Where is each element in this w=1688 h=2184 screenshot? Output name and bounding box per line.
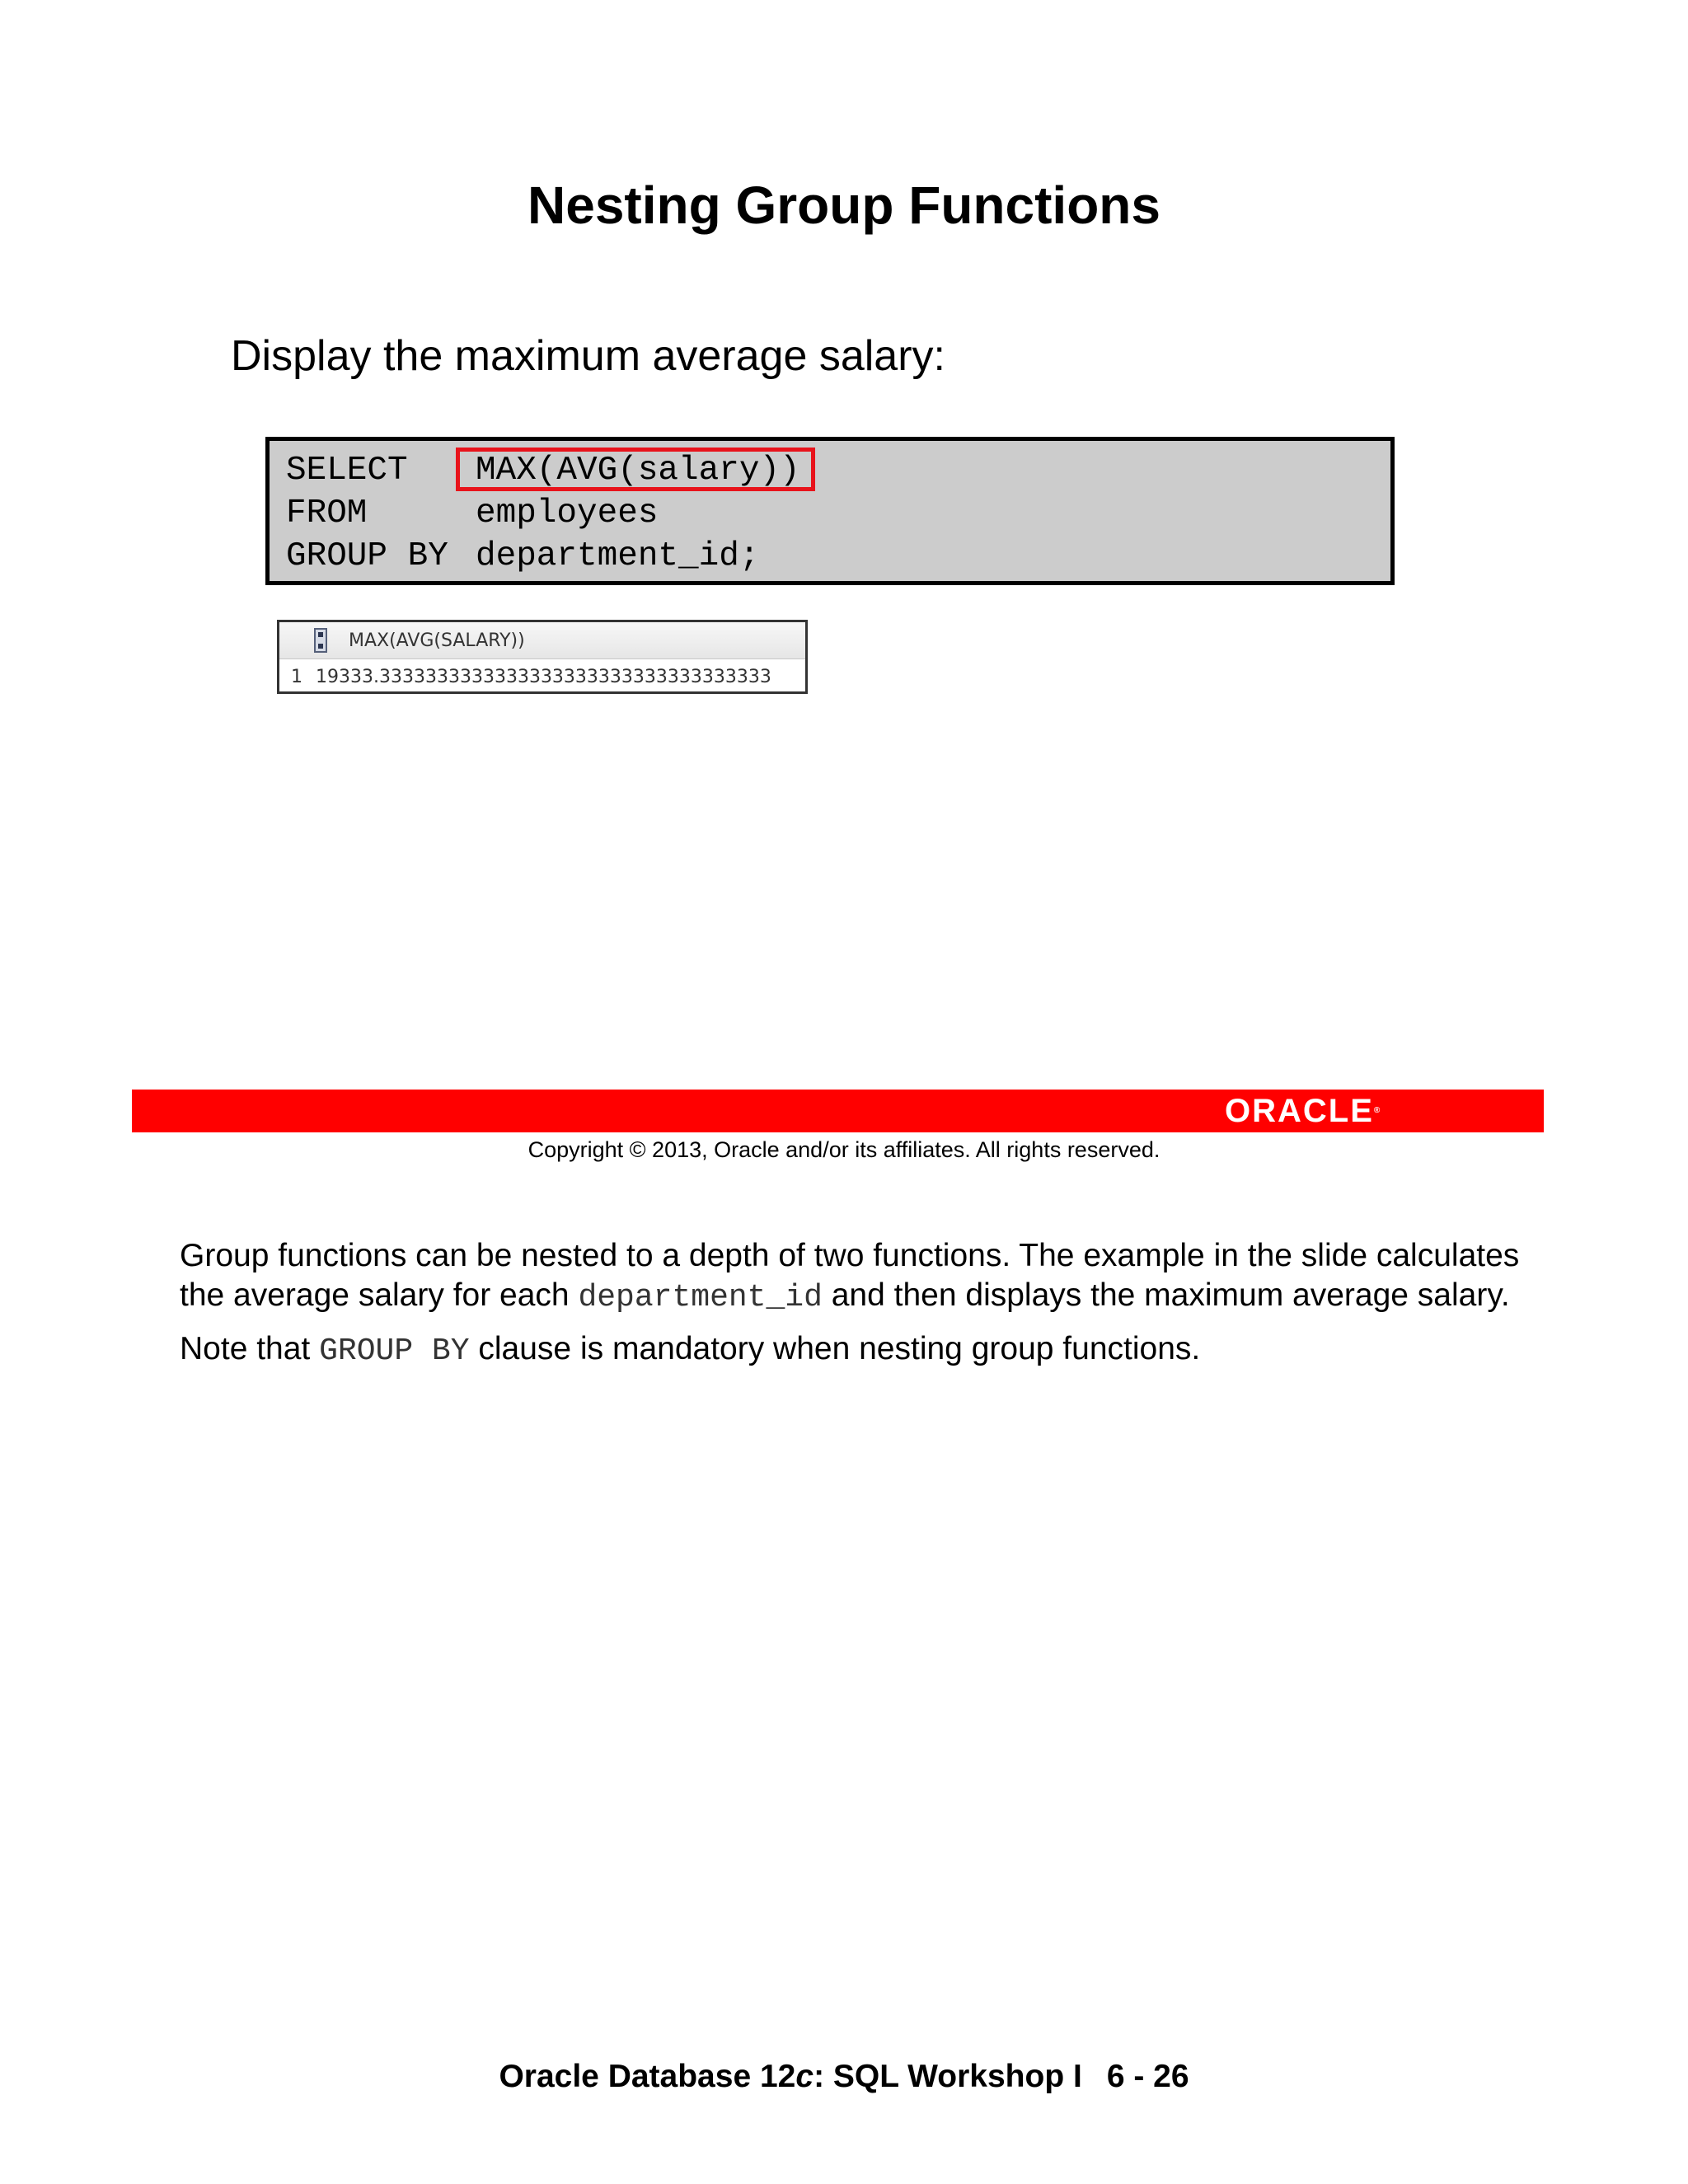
copyright-notice: Copyright © 2013, Oracle and/or its affiliates. All rights reserved. <box>528 1137 1160 1162</box>
oracle-logo-text: ORACLE <box>1225 1093 1374 1129</box>
notes-text: Group functions can be nested to a depth of two functions. The example in the slide calculates the average salary for each <box>180 1238 1520 1313</box>
notes-code: GROUP BY <box>319 1333 470 1369</box>
code-keyword: SELECT <box>286 452 408 490</box>
book-title-italic: c <box>795 2059 814 2094</box>
book-title-suffix: : SQL Workshop I <box>814 2059 1082 2094</box>
code-argument: department_id; <box>476 537 760 575</box>
notes-text: and then displays the maximum average salary. <box>822 1277 1510 1313</box>
book-title-prefix: Oracle Database 12 <box>499 2059 796 2094</box>
sql-code-block <box>265 437 1395 585</box>
code-argument: employees <box>476 494 659 532</box>
highlight-box <box>456 448 815 491</box>
result-cell-value[interactable]: 19333.3333333333333333333333333333333333 <box>316 667 771 687</box>
code-keyword: FROM <box>286 494 368 532</box>
query-result-grid <box>277 620 808 694</box>
slide-title: Nesting Group Functions <box>528 176 1160 235</box>
code-keyword: GROUP BY <box>286 537 448 575</box>
page-number: 6 - 26 <box>1106 2059 1189 2094</box>
instructor-notes <box>180 1236 1531 1383</box>
sort-icon[interactable] <box>314 628 327 653</box>
notes-paragraph-2 <box>180 1329 1531 1371</box>
notes-text: Note that <box>180 1331 320 1366</box>
result-header-row <box>279 622 805 659</box>
notes-code: department_id <box>578 1280 823 1315</box>
code-argument: MAX(AVG(salary)) <box>476 452 800 490</box>
notes-text: clause is mandatory when nesting group functions. <box>469 1331 1201 1366</box>
result-column-header[interactable]: MAX(AVG(SALARY)) <box>349 630 525 651</box>
book-footer <box>0 2059 1688 2095</box>
slide-subtitle: Display the maximum average salary: <box>231 332 945 380</box>
notes-paragraph-1 <box>180 1236 1531 1318</box>
oracle-logo: ORACLE® <box>1225 1093 1381 1129</box>
result-row-number: 1 <box>291 667 302 687</box>
